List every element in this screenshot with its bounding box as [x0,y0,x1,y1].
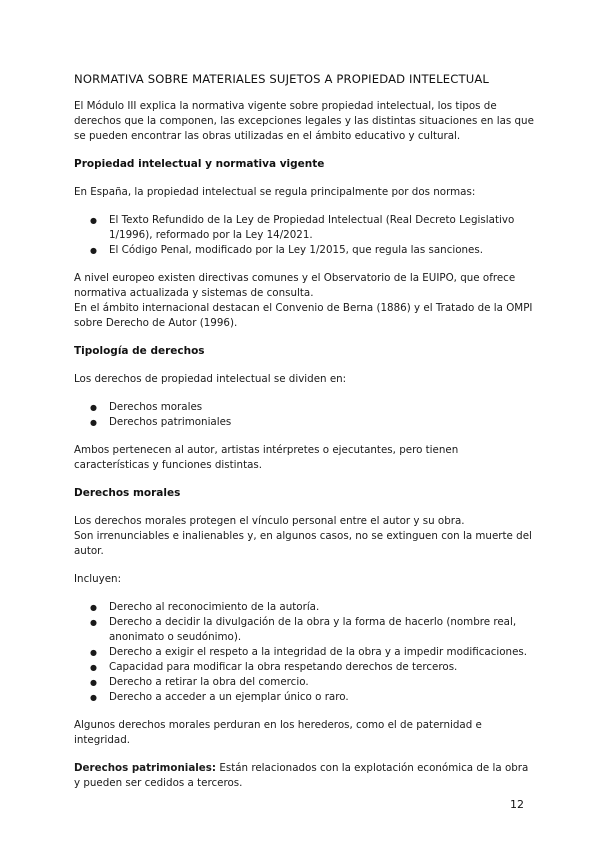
morales-paragraph-3: Algunos derechos morales perduran en los herederos, como el de paternidad e integridad. [74,719,482,746]
page-number: 12 [510,798,524,811]
list-item: ● Capacidad para modificar la obra respetando derechos de terceros. [74,660,534,675]
tipologia-lead: Los derechos de propiedad intelectual se dividen en: [74,373,347,385]
morales-paragraph-2: Son irrenunciables e inalienables y, en algunos casos, no se extinguen con la muerte del autor. [74,530,532,557]
list-item: ● Derecho a exigir el respeto a la integridad de la obra y a impedir modificaciones. [74,645,534,660]
list-item: ● Derecho al reconocimiento de la autoría. [74,600,534,615]
section-heading-morales: Derechos morales [74,487,181,499]
list-item: ● Derecho a retirar la obra del comercio. [74,675,534,690]
international-paragraph: En el ámbito internacional destacan el Convenio de Berna (1886) y el Tratado de la OMPI sobre Derecho de Autor (1996). [74,302,533,329]
section-heading-normativa: Propiedad intelectual y normativa vigente [74,158,325,170]
normativa-list [74,213,534,258]
patrimoniales-paragraph [74,761,534,791]
patrimoniales-heading: Derechos patrimoniales: [74,762,217,774]
list-item: ● El Código Penal, modificado por la Ley 1/2015, que regula las sanciones. [74,243,534,258]
tipologia-list [74,400,534,430]
section-heading-tipologia: Tipología de derechos [74,345,205,357]
tipologia-paragraph: Ambos pertenecen al autor, artistas intérpretes o ejecutantes, pero tienen características y funciones distintas. [74,444,459,471]
morales-list [74,600,534,705]
patrimoniales-text: Están relacionados con la explotación económica de la obra y pueden ser cedidos a terceros. [74,762,529,789]
document-title: NORMATIVA SOBRE MATERIALES SUJETOS A PROPIEDAD INTELECTUAL [74,72,490,86]
list-item: ● Derechos morales [74,400,534,415]
normativa-lead: En España, la propiedad intelectual se regula principalmente por dos normas: [74,186,476,198]
intro-paragraph: El Módulo III explica la normativa vigente sobre propiedad intelectual, los tipos de derechos que la componen, las excepciones legales y las distintas situaciones en las que se pueden encontrar las obras utilizadas en el ámbito educativo y cultural. [74,100,534,142]
morales-paragraph-1: Los derechos morales protegen el vínculo personal entre el autor y su obra. [74,515,465,527]
morales-lead: Incluyen: [74,573,122,585]
document-page [74,72,534,791]
list-item: ● El Texto Refundido de la Ley de Propiedad Intelectual (Real Decreto Legislativo 1/1996), reformado por la Ley 14/2021. [74,213,534,243]
list-item: ● Derecho a decidir la divulgación de la obra y la forma de hacerlo (nombre real, anonimato o seudónimo). [74,615,534,645]
list-item: ● Derechos patrimoniales [74,415,534,430]
europe-paragraph: A nivel europeo existen directivas comunes y el Observatorio de la EUIPO, que ofrece normativa actualizada y sistemas de consulta. [74,272,516,299]
list-item: ● Derecho a acceder a un ejemplar único o raro. [74,690,534,705]
